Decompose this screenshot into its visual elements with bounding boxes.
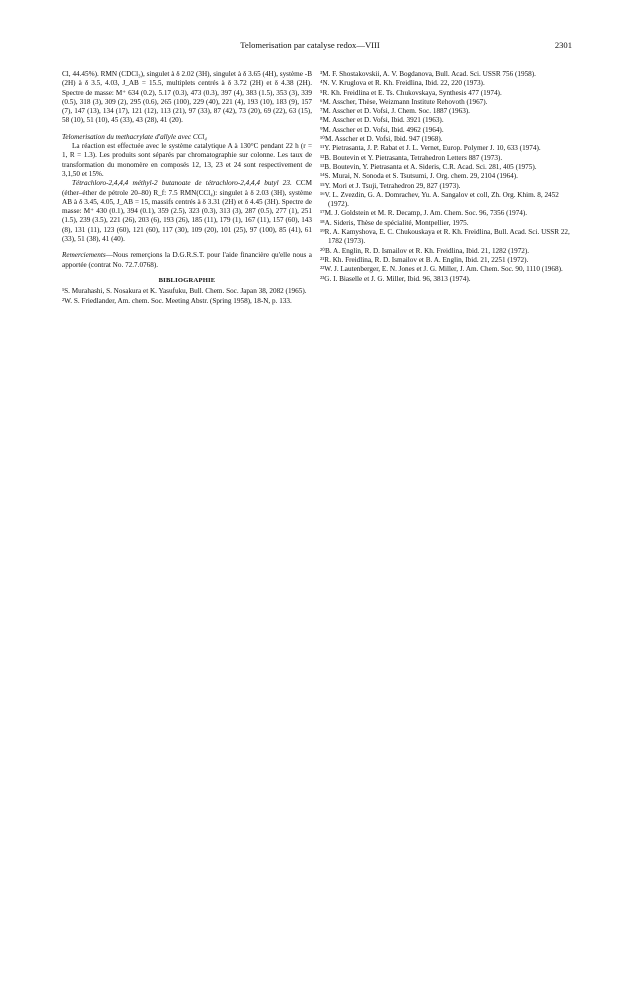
acknowledgements-body: —Nous remerçions la D.G.R.S.T. pour l'aide financière qu'elle nous a apportée (contrat No. 72.7.0768). bbox=[62, 251, 312, 269]
page-number: 2301 bbox=[554, 40, 572, 50]
bibliography-heading: BIBLIOGRAPHIE bbox=[158, 276, 216, 284]
reference-item: ¹S. Murahashi, S. Nosakura et K. Yasufuku, Bull. Chem. Soc. Japan 38, 2082 (1965). bbox=[62, 287, 307, 296]
right-column bbox=[320, 70, 572, 284]
reference-item: ¹³B. Boutevin, Y. Pietrasanta et A. Sideris, C.R. Acad. Sci. 281, 405 (1975). bbox=[320, 162, 537, 171]
section-heading: Telomerisation du methacrylate d'allyle avec CCl₄ bbox=[62, 132, 207, 141]
compound-name: Tétrachloro-2,4,4,4 méthyl-2 butanoate de tétrachloro-2,4,4,4 butyl 23. bbox=[72, 179, 292, 188]
reference-item: ¹⁰M. Asscher et D. Vofsi, Ibid. 947 (1968). bbox=[320, 135, 443, 144]
reference-item: ¹⁶V. L. Zvezdin, G. A. Domrachev, Yu. A. Sangalov et coll, Zh. Org. Khim. 8, 2452 (1972). bbox=[320, 190, 559, 209]
reference-item: ⁶M. Asscher, Thèse, Weizmann Institute Rehovoth (1967). bbox=[320, 97, 488, 106]
reference-item: ⁷M. Asscher et D. Vofsi, J. Chem. Soc. 1887 (1963). bbox=[320, 107, 470, 116]
compound-paragraph bbox=[62, 179, 312, 244]
reference-item: ⁹M. Asscher et D. Vofsi, Ibid. 4962 (1964). bbox=[320, 125, 444, 134]
reference-item: ⁸M. Asscher et D. Vofsi, Ibid. 3921 (1963). bbox=[320, 116, 444, 125]
reference-item: ²³G. I. Biaselle et J. G. Miller, Ibid. 96, 3813 (1974). bbox=[320, 274, 471, 283]
reference-item: ⁵R. Kh. Freidlina et E. Ts. Chukovskaya, Synthesis 477 (1974). bbox=[320, 88, 502, 97]
procedure-paragraph: La réaction est effectuée avec le système catalytique A à 130°C pendant 22 h (r = 1, R = 1.3). Les produits sont séparés par chromatographie sur colonne. Les taux de transformation du monomère en composés 12, 13, 23 et 24 sont respectivement de 3,1,50 et 15%. bbox=[62, 142, 312, 178]
reference-item: ³M. F. Shostakovskii, A. V. Bogdanova, Bull. Acad. Sci. USSR 756 (1958). bbox=[320, 70, 536, 78]
acknowledgements-lead: Remerciements bbox=[62, 251, 106, 260]
reference-item: ¹⁷M. J. Goldstein et M. R. Decamp, J. Am. Chem. Soc. 96, 7356 (1974). bbox=[320, 209, 528, 218]
reference-item: ²⁰B. A. Englin, R. D. Ismailov et R. Kh. Freidlina, Ibid. 21, 1282 (1972). bbox=[320, 246, 530, 255]
reference-item: ¹⁸A. Sideris, Thèse de spécialité, Montpellier, 1975. bbox=[320, 218, 469, 227]
reference-item: ²²W. J. Lautenberger, E. N. Jones et J. G. Miller, J. Am. Chem. Soc. 90, 1110 (1968). bbox=[320, 265, 563, 274]
reference-item: ¹⁴S. Murai, N. Sonoda et S. Tsutsumi, J. Org. chem. 29, 2104 (1964). bbox=[320, 172, 518, 181]
reference-item: ²W. S. Friedlander, Am. chem. Soc. Meeting Abstr. (Spring 1958), 18-N, p. 133. bbox=[62, 296, 292, 305]
reference-item: ¹²B. Boutevin et Y. Pietrasanta, Tetrahedron Letters 887 (1973). bbox=[320, 153, 503, 162]
running-title: Telomerisation par catalyse redox—VIII bbox=[240, 40, 380, 50]
nmr-mass-paragraph: Cl, 44.45%). RMN (CDCl₃), singulet à δ 2.02 (3H), singulet à δ 3.65 (4H), système -B (2H) à δ 3.5, 4.03, J_AB = 15.5, multiplets centrés à δ 3.72 (2H) et δ 4.38 (2H). Spectre de masse: M⁺ 634 (0.2), 5.17 (0.3), 473 (0.3), 397 (4), 383 (1.5), 353 (3), 339 (0.5), 318 (3), 309 (2), 295 (0.6), 265 (100), 229 (40), 221 (4), 193 (10), 183 (9), 157 (7), 147 (13), 134 (17), 121 (12), 113 (21), 97 (33), 87 (42), 73 (20), 69 (22), 63 (15), 58 (10), 51 (10), 45 (33), 43 (28), 41 (20). bbox=[62, 70, 312, 125]
reference-item: ²¹R. Kh. Freidlina, R. D. Ismailov et B. A. Englin, Ibid. 21, 2251 (1972). bbox=[320, 255, 529, 264]
reference-item: ¹⁹R. A. Kamyshova, E. C. Chukouskaya et R. Kh. Freidlina, Bull. Acad. Sci. USSR 22, 1782 (1973). bbox=[320, 228, 570, 246]
left-column bbox=[62, 70, 312, 306]
reference-item: ¹¹Y. Pietrasanta, J. P. Rabat et J. L. Vernet, Europ. Polymer J. 10, 633 (1974). bbox=[320, 144, 541, 153]
reference-item: ¹⁵Y. Mori et J. Tsuji, Tetrahedron 29, 827 (1973). bbox=[320, 181, 461, 190]
reference-item: ⁴N. V. Kruglova et R. Kh. Freidlina, Ibid. 22, 220 (1973). bbox=[320, 79, 485, 88]
compound-data: CCM (éther–éther de pétrole 20–80) R_f: 7.5 RMN(CCl₄): singulet à δ 2.03 (3H), système AB à δ 3.45, 4.05, J_AB = 15, massifs centrés à δ 3.31 (2H) et δ 4.45 (3H). Spectre de masse: M⁺ 430 (0.1), 394 (0.1), 359 (2.5), 323 (0.3), 313 (3), 287 (0.5), 277 (1), 251 (1.5), 239 (3.5), 221 (26), 203 (6), 193 (26), 185 (11), 179 (1), 167 (11), 157 (60), 143 (8), 131 (11), 123 (60), 121 (60), 117 (30), 109 (20), 101 (25), 97 (100), 85 (41), 61 (33), 51 (38), 41 (40). bbox=[62, 179, 312, 244]
acknowledgements bbox=[62, 251, 312, 270]
